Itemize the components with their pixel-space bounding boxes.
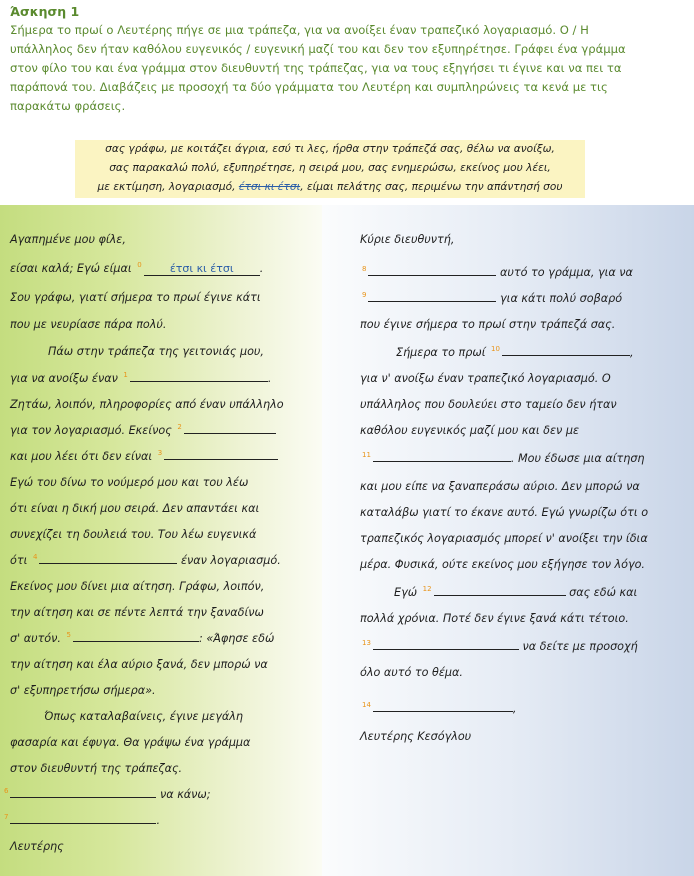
letter-text: . [267, 372, 272, 385]
letter-greeting: Κύριε διευθυντή, [360, 233, 455, 246]
letter-text: την αίτηση και έλα αύριο ξανά, δεν μπορώ να [10, 658, 268, 671]
word-bank-line [75, 178, 585, 197]
letter-text: στον διευθυντή της τράπεζας. [10, 762, 183, 775]
word-bank-text: , είμαι πελάτης σας, περιμένω την απάντησή σου [300, 181, 563, 193]
letter-text: να κάνω; [160, 788, 211, 801]
letter-text: για κάτι πολύ σοβαρό [500, 292, 623, 305]
letter-text: μέρα. Φυσικά, ούτε εκείνος μου εξήγησε τον λόγο. [360, 558, 645, 571]
letter-text: Εγώ του δίνω το νούμερό μου και του λέω [10, 476, 249, 489]
letter-text: σας εδώ και [569, 586, 638, 599]
blank-10[interactable] [502, 346, 630, 356]
word-bank-text: με εκτίμηση, λογαριασμό, [97, 181, 236, 193]
letter-text: υπάλληλος που δουλεύει στο ταμείο δεν ήταν [360, 398, 617, 411]
letter-text: Ζητάω, λοιπόν, πληροφορίες από έναν υπάλληλο [10, 398, 284, 411]
letter-text: ότι είναι η δική μου σειρά. Δεν απαντάει και [10, 502, 260, 515]
blank-number: 10 [491, 345, 500, 353]
letter-text: Όπως καταλαβαίνεις, έγινε μεγάλη [44, 710, 243, 723]
blank-number: 8 [362, 265, 367, 273]
letter-text: που με νευρίασε πάρα πολύ. [10, 318, 167, 331]
blank-13[interactable] [373, 640, 519, 650]
letter-text: πολλά χρόνια. Ποτέ δεν έγινε ξανά κάτι τέτοιο. [360, 612, 629, 625]
instruction-line: υπάλληλος δεν ήταν καθόλου ευγενικός / ευγενική μαζί του και δεν τον εξυπηρέτησε. Γράφει ένα γράμμα [10, 42, 626, 56]
letter-text: είσαι καλά; Εγώ είμαι [10, 262, 132, 275]
blank-12[interactable] [434, 586, 566, 596]
blank-8[interactable] [368, 266, 496, 276]
letter-text: αυτό το γράμμα, για να [500, 266, 633, 279]
letter-text: για ν' ανοίξω έναν τραπεζικό λογαριασμό. Ο [360, 372, 611, 385]
blank-14[interactable] [373, 702, 513, 712]
letter-text: την αίτηση και σε πέντε λεπτά την ξαναδίνω [10, 606, 264, 619]
letter-text: να δείτε με προσοχή [522, 640, 638, 653]
blank-number: 12 [422, 585, 432, 593]
letter-text: που έγινε σήμερα το πρωί στην τράπεζά σας. [360, 318, 616, 331]
instruction-line: παρακάτω φράσεις. [10, 99, 126, 113]
letter-signature: Λευτέρης Κεσόγλου [360, 730, 472, 743]
letter-text: Εγώ [394, 586, 418, 599]
blank-number: 11 [362, 451, 371, 459]
blank-number: 5 [66, 631, 71, 639]
blank-number: 4 [32, 553, 38, 561]
word-bank-line: σας παρακαλώ πολύ, εξυπηρέτησε, η σειρά μου, σας ενημερώσω, εκείνος μου λέει, [109, 162, 551, 174]
blank-6[interactable] [10, 788, 156, 798]
blank-number: 0 [137, 261, 142, 269]
letter-text: φασαρία και έφυγα. Θα γράψω ένα γράμμα [10, 736, 251, 749]
letter-text: σ' εξυπηρετήσω σήμερα». [10, 684, 156, 697]
blank-3[interactable] [164, 450, 278, 460]
letter-text: για να ανοίξω έναν [10, 372, 118, 385]
blank-number: 9 [362, 291, 367, 299]
word-bank-line: σας γράφω, με κοιτάζει άγρια, εσύ τι λες, ήρθα στην τράπεζά σας, θέλω να ανοίξω, [105, 143, 555, 155]
word-bank [75, 140, 585, 198]
letter-text: . Μου έδωσε μια αίτηση [510, 452, 645, 465]
instruction-line: παράπονά του. Διαβάζεις με προσοχή τα δύο γράμματα του Λευτέρη και συμπληρώνεις τα κενά με τις [10, 80, 608, 94]
letter-text: όλο αυτό το θέμα. [360, 666, 463, 679]
blank-number: 1 [123, 371, 128, 379]
letter-text: , [629, 346, 634, 359]
blank-2[interactable] [184, 424, 276, 434]
letter-text: ότι [10, 554, 28, 567]
blank-number: 2 [177, 423, 182, 431]
blank-11[interactable] [373, 452, 511, 462]
word-bank-used-phrase: έτσι κι έτσι [238, 181, 301, 193]
letter-signature: Λευτέρης [10, 840, 64, 853]
blank-number: 3 [157, 449, 163, 457]
blank-5[interactable] [73, 632, 199, 642]
blank-1[interactable] [130, 372, 268, 382]
exercise-title: Άσκηση 1 [10, 4, 80, 19]
blank-4[interactable] [39, 554, 177, 564]
letter-text: Σου γράφω, γιατί σήμερα το πρωί έγινε κάτι [10, 291, 261, 304]
letter-text: τραπεζικός λογαριασμός μπορεί ν' ανοίξει την ίδια [360, 532, 648, 545]
letter-text: Σήμερα το πρωί [396, 346, 486, 359]
letter-text: , [512, 702, 517, 715]
blank-7[interactable] [10, 814, 156, 824]
blank-number: 6 [4, 787, 9, 795]
instruction-line: στον φίλο του και ένα γράμμα στον διευθυντή της τράπεζας, για να τους εξηγήσει τι έγινε και να πει τα [10, 61, 622, 75]
letter-greeting: Αγαπημένε μου φίλε, [10, 233, 126, 246]
letter-text: και μου είπε να ξαναπεράσω αύριο. Δεν μπορώ να [360, 480, 640, 493]
letter-text: Πάω στην τράπεζα της γειτονιάς μου, [48, 345, 264, 358]
blank-number: 7 [4, 813, 9, 821]
blank-9[interactable] [368, 292, 496, 302]
letter-text: έναν λογαριασμό. [180, 554, 281, 567]
letter-text: . [156, 814, 161, 827]
letter-text: καθόλου ευγενικός μαζί μου και δεν με [360, 424, 580, 437]
letter-text: : «Άφησε εδώ [199, 632, 275, 645]
letter-text: καταλάβω γιατί το έκανε αυτό. Εγώ γνωρίζω ότι ο [360, 506, 649, 519]
letter-text: . [259, 262, 264, 275]
blank-0-answer[interactable]: έτσι κι έτσι [144, 262, 260, 276]
exercise-instructions [10, 21, 686, 116]
letter-text: Εκείνος μου δίνει μια αίτηση. Γράφω, λοιπόν, [10, 580, 265, 593]
blank-number: 14 [362, 701, 371, 709]
letter-text: συνεχίζει τη δουλειά του. Του λέω ευγενικά [10, 528, 257, 541]
letter-text: σ' αυτόν. [10, 632, 61, 645]
letter-text: και μου λέει ότι δεν είναι [10, 450, 153, 463]
blank-number: 13 [362, 639, 371, 647]
letter-text: για τον λογαριασμό. Εκείνος [10, 424, 172, 437]
instruction-line: Σήμερα το πρωί ο Λευτέρης πήγε σε μια τράπεζα, για να ανοίξει έναν τραπεζικό λογαριασμό. Ο / Η [10, 23, 589, 37]
